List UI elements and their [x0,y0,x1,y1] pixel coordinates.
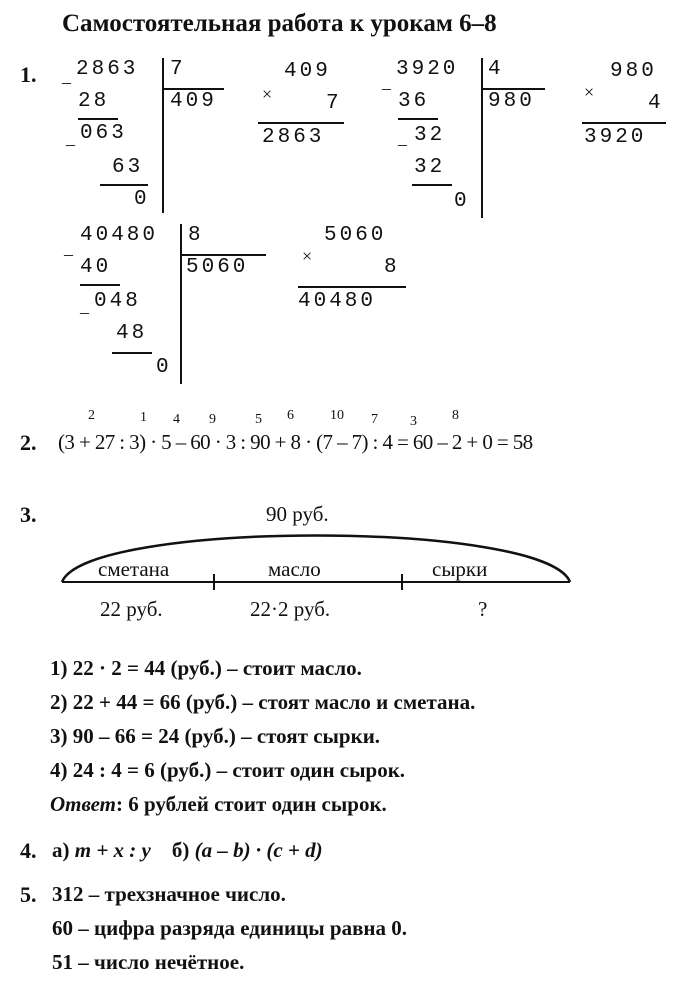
answer-label: Ответ [50,792,117,816]
final-remainder: 0 [134,188,150,211]
minus-sign: – [62,72,71,92]
step-line [398,118,438,120]
multiplicand: 409 [284,60,331,83]
multiply-sign: × [262,84,273,104]
task-5-line: 312 – трехзначное число. [52,882,286,906]
answer-line [50,792,387,817]
minus-sign: – [80,302,89,322]
order-mark: 5 [255,412,262,427]
order-mark: 7 [371,412,378,427]
part-a-label: а) [52,838,70,862]
total-cost-label: 90 руб. [266,502,329,526]
division-vertical-bar [162,58,164,213]
solution-step: 3) 90 – 66 = 24 (руб.) – стоят сырки. [50,724,381,748]
multiply-sign: × [584,82,595,102]
minus-sign: – [66,134,75,154]
multiplier: 8 [384,256,400,279]
step-subtrahend: 63 [112,156,144,179]
dividend: 40480 [80,224,159,247]
task-5-number: 5. [20,882,37,907]
step-line [78,118,118,120]
minus-sign: – [382,78,391,98]
final-remainder: 0 [156,356,172,379]
minus-sign: – [398,134,407,154]
order-mark: 6 [287,408,294,423]
divisor: 8 [188,224,204,247]
order-mark: 3 [410,414,417,429]
multiplicand: 5060 [324,224,387,247]
part-b-label: б) [171,838,190,862]
step-line [80,284,120,286]
division-vertical-bar [180,224,182,384]
quotient: 980 [488,90,535,113]
step-remainder: 048 [94,290,141,313]
task-1-number: 1. [20,62,37,87]
order-mark: 4 [173,412,180,427]
product: 40480 [298,290,377,313]
step-subtrahend: 36 [398,90,430,113]
page-title: Самостоятельная работа к урокам 6–8 [62,10,497,37]
quotient: 5060 [186,256,249,279]
task-4-number: 4. [20,838,37,863]
segment-label-syrki: сырки [432,557,488,581]
product: 3920 [584,126,647,149]
step-line [112,352,152,354]
divisor: 4 [488,58,504,81]
task-5-line: 60 – цифра разряда единицы равна 0. [52,916,408,940]
division-vertical-bar [481,58,483,218]
task-5-line: 51 – число нечётное. [52,950,245,974]
quotient: 409 [170,90,217,113]
product: 2863 [262,126,325,149]
order-mark: 1 [140,410,147,425]
product-line [582,122,666,124]
order-mark: 2 [88,408,95,423]
order-mark: 8 [452,408,459,423]
step-line [100,184,148,186]
segment-value-maslo: 22·2 руб. [250,597,331,621]
step-remainder: 063 [80,122,127,145]
multiply-sign: × [302,246,313,266]
order-of-operations-expression: (3 + 27 : 3) · 5 – 60 · 3 : 90 + 8 · (7 – 7) : 4 = 60 – 2 + 0 = 58 [58,430,533,454]
step-subtrahend: 48 [116,322,148,345]
segment-value-smetana: 22 руб. [100,597,163,621]
part-a-expression: m + x : y [74,838,151,862]
solution-step: 2) 22 + 44 = 66 (руб.) – стоят масло и сметана. [50,690,476,714]
product-line [258,122,344,124]
order-mark: 10 [330,408,344,423]
product-line [298,286,406,288]
final-remainder: 0 [454,190,470,213]
task-3-number: 3. [20,502,37,527]
segment-label-maslo: масло [268,557,321,581]
dividend: 2863 [76,58,139,81]
segment-value-syrki: ? [478,597,488,621]
step-line [412,184,452,186]
order-mark: 9 [209,412,216,427]
task-4-expressions [52,838,323,863]
multiplicand: 980 [610,60,657,83]
part-b-expression: (a – b) · (c + d) [194,838,323,862]
step-subtrahend: 32 [414,156,446,179]
multiplier: 4 [648,92,664,115]
dividend: 3920 [396,58,459,81]
step-subtrahend: 40 [80,256,112,279]
divisor: 7 [170,58,186,81]
multiplier: 7 [326,92,342,115]
solution-step: 4) 24 : 4 = 6 (руб.) – стоит один сырок. [50,758,406,782]
segment-label-smetana: сметана [98,557,170,581]
answer-text: : 6 рублей стоит один сырок. [116,792,387,816]
step-subtrahend: 28 [78,90,110,113]
step-remainder: 32 [414,124,446,147]
minus-sign: – [64,244,73,264]
solution-step: 1) 22 · 2 = 44 (руб.) – стоит масло. [50,656,362,680]
task-2-number: 2. [20,430,37,455]
